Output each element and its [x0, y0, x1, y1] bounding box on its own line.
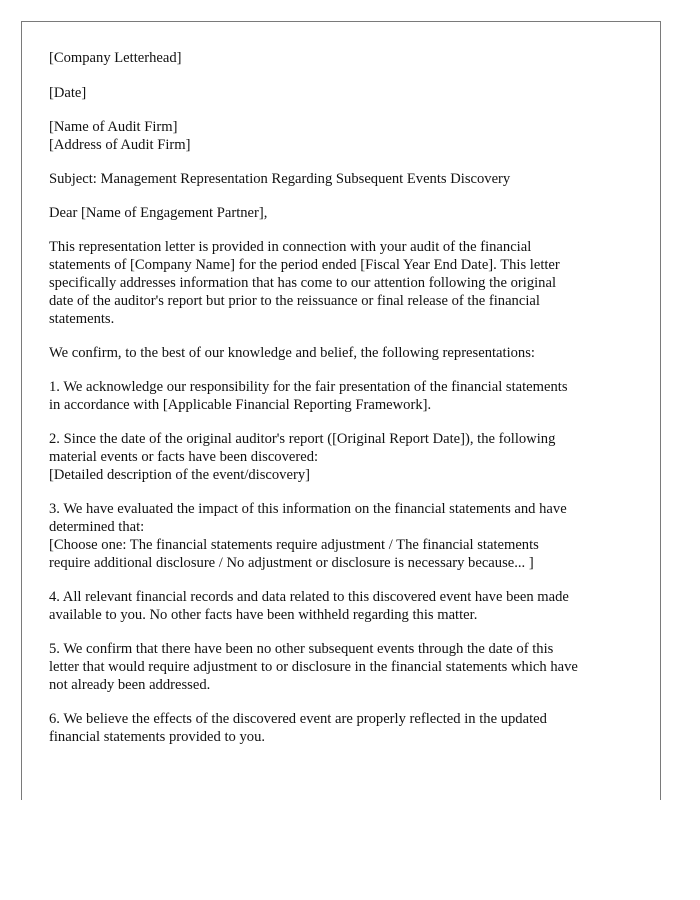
- representation-item-4: [49, 588, 569, 624]
- letter-salutation: Dear [Name of Engagement Partner],: [49, 205, 268, 221]
- item-line: require additional disclosure / No adjustment or disclosure is necessary because... ]: [49, 555, 534, 571]
- representation-item-5: [49, 640, 578, 694]
- item-line: material events or facts have been discovered:: [49, 449, 319, 465]
- confirm-intro: We confirm, to the best of our knowledge and belief, the following representations:: [49, 345, 535, 361]
- item-line: not already been addressed.: [49, 677, 211, 693]
- item-line: financial statements provided to you.: [49, 729, 266, 745]
- item-line: determined that:: [49, 519, 145, 535]
- intro-line: date of the auditor's report but prior to the reissuance or final release of the financial: [49, 293, 540, 309]
- audit-firm-name: [Name of Audit Firm]: [49, 119, 178, 135]
- item-line: in accordance with [Applicable Financial Reporting Framework].: [49, 397, 432, 413]
- intro-line: specifically addresses information that has come to our attention following the original: [49, 275, 556, 291]
- item-line: 4. All relevant financial records and data related to this discovered event have been made: [49, 589, 569, 605]
- intro-line: This representation letter is provided in connection with your audit of the financial: [49, 239, 532, 255]
- letter-page: [21, 21, 661, 800]
- recipient-block: [49, 118, 190, 154]
- item-line: available to you. No other facts have been withheld regarding this matter.: [49, 607, 478, 623]
- representation-item-2: [49, 430, 555, 484]
- representation-item-1: [49, 378, 568, 414]
- intro-paragraph: [49, 238, 560, 328]
- item-line: 3. We have evaluated the impact of this information on the financial statements and have: [49, 501, 567, 517]
- item-line: 5. We confirm that there have been no other subsequent events through the date of this: [49, 641, 554, 657]
- intro-line: statements.: [49, 311, 115, 327]
- letter-date: [Date]: [49, 85, 87, 101]
- item-line: 6. We believe the effects of the discovered event are properly reflected in the updated: [49, 711, 547, 727]
- letter-subject: Subject: Management Representation Regarding Subsequent Events Discovery: [49, 171, 511, 187]
- intro-line: statements of [Company Name] for the period ended [Fiscal Year End Date]. This letter: [49, 257, 560, 273]
- item-line: 2. Since the date of the original auditor's report ([Original Report Date]), the following: [49, 431, 556, 447]
- item-line: [Detailed description of the event/discovery]: [49, 467, 310, 483]
- item-line: 1. We acknowledge our responsibility for the fair presentation of the financial statements: [49, 379, 568, 395]
- company-letterhead: [Company Letterhead]: [49, 50, 182, 66]
- item-line: letter that would require adjustment to or disclosure in the financial statements which have: [49, 659, 578, 675]
- audit-firm-address: [Address of Audit Firm]: [49, 137, 191, 153]
- representation-item-3: [49, 500, 567, 572]
- representation-item-6: [49, 710, 547, 746]
- item-line: [Choose one: The financial statements require adjustment / The financial statements: [49, 537, 539, 553]
